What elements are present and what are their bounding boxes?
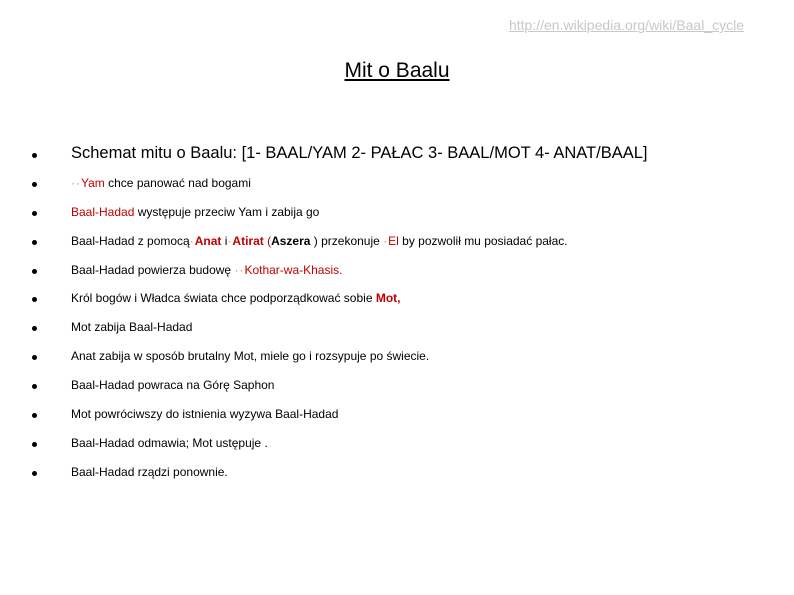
text-run: Mot zabija Baal-Hadad xyxy=(71,320,193,334)
bullet-icon xyxy=(32,442,37,447)
text-run: Mot, xyxy=(375,291,401,305)
text-run: Atirat xyxy=(232,234,264,248)
list-item-text xyxy=(71,320,192,334)
bullet-icon xyxy=(32,211,37,216)
text-run: · xyxy=(189,234,195,248)
text-run: Schemat mitu o Baalu: [1- BAAL/YAM 2- PAŁAC 3- BAAL/MOT 4- ANAT/BAAL] xyxy=(71,144,648,162)
list-item-text xyxy=(71,144,648,163)
text-run: Baal-Hadad powraca na Górę Saphon xyxy=(71,378,275,392)
list-item-text xyxy=(71,263,342,277)
bullet-icon xyxy=(32,269,37,274)
text-run: · xyxy=(383,234,389,248)
text-run: ·· xyxy=(234,263,245,277)
list-item-text xyxy=(71,205,319,219)
title-container xyxy=(0,59,794,83)
list-item-text xyxy=(71,407,338,421)
text-run: El xyxy=(388,234,399,248)
text-run: · xyxy=(227,234,233,248)
text-run: ( xyxy=(263,234,272,248)
page-title: Mit o Baalu xyxy=(344,59,450,82)
text-run: Baal-Hadad xyxy=(71,205,135,219)
text-run: ) przekonuje xyxy=(310,234,384,248)
bullet-icon xyxy=(32,240,37,245)
text-run: Baal-Hadad powierza budowę xyxy=(71,263,235,277)
text-run: Aszera xyxy=(271,234,311,248)
text-run: Mot powróciwszy do istnienia wyzywa Baal-Hadad xyxy=(71,407,339,421)
bullet-icon xyxy=(32,355,37,360)
list-item-text xyxy=(71,349,429,363)
text-run: Król bogów i Władca świata chce podporządkować sobie xyxy=(71,291,376,305)
text-run: Baal-Hadad odmawia; Mot ustępuje . xyxy=(71,436,268,450)
text-run: występuje przeciw Yam i zabija go xyxy=(134,205,320,219)
list-item-text xyxy=(71,291,400,305)
text-run: Kothar-wa-Khasis. xyxy=(244,263,343,277)
text-run: i xyxy=(221,234,228,248)
text-run: Yam xyxy=(81,176,105,190)
source-link[interactable]: http://en.wikipedia.org/wiki/Baal_cycle xyxy=(508,17,744,33)
list-item-text xyxy=(71,465,228,479)
bullet-icon xyxy=(32,153,37,158)
text-run: Baal-Hadad rządzi ponownie. xyxy=(71,465,228,479)
bullet-icon xyxy=(32,413,37,418)
list-item-text xyxy=(71,176,251,190)
text-run: chce panować nad bogami xyxy=(104,176,251,190)
bullet-icon xyxy=(32,326,37,331)
text-run: by pozwolił mu posiadać pałac. xyxy=(398,234,568,248)
text-run: ·· xyxy=(71,176,81,190)
list-item-text xyxy=(71,378,274,392)
list-item-text xyxy=(71,234,568,248)
text-run: Baal-Hadad z pomocą xyxy=(71,234,190,248)
text-run: Anat xyxy=(194,234,222,248)
list-item-text xyxy=(71,436,268,450)
bullet-icon xyxy=(32,471,37,476)
bullet-icon xyxy=(32,297,37,302)
text-run: Anat zabija w sposób brutalny Mot, miele go i rozsypuje po świecie. xyxy=(71,349,430,363)
bullet-icon xyxy=(32,384,37,389)
bullet-icon xyxy=(32,182,37,187)
